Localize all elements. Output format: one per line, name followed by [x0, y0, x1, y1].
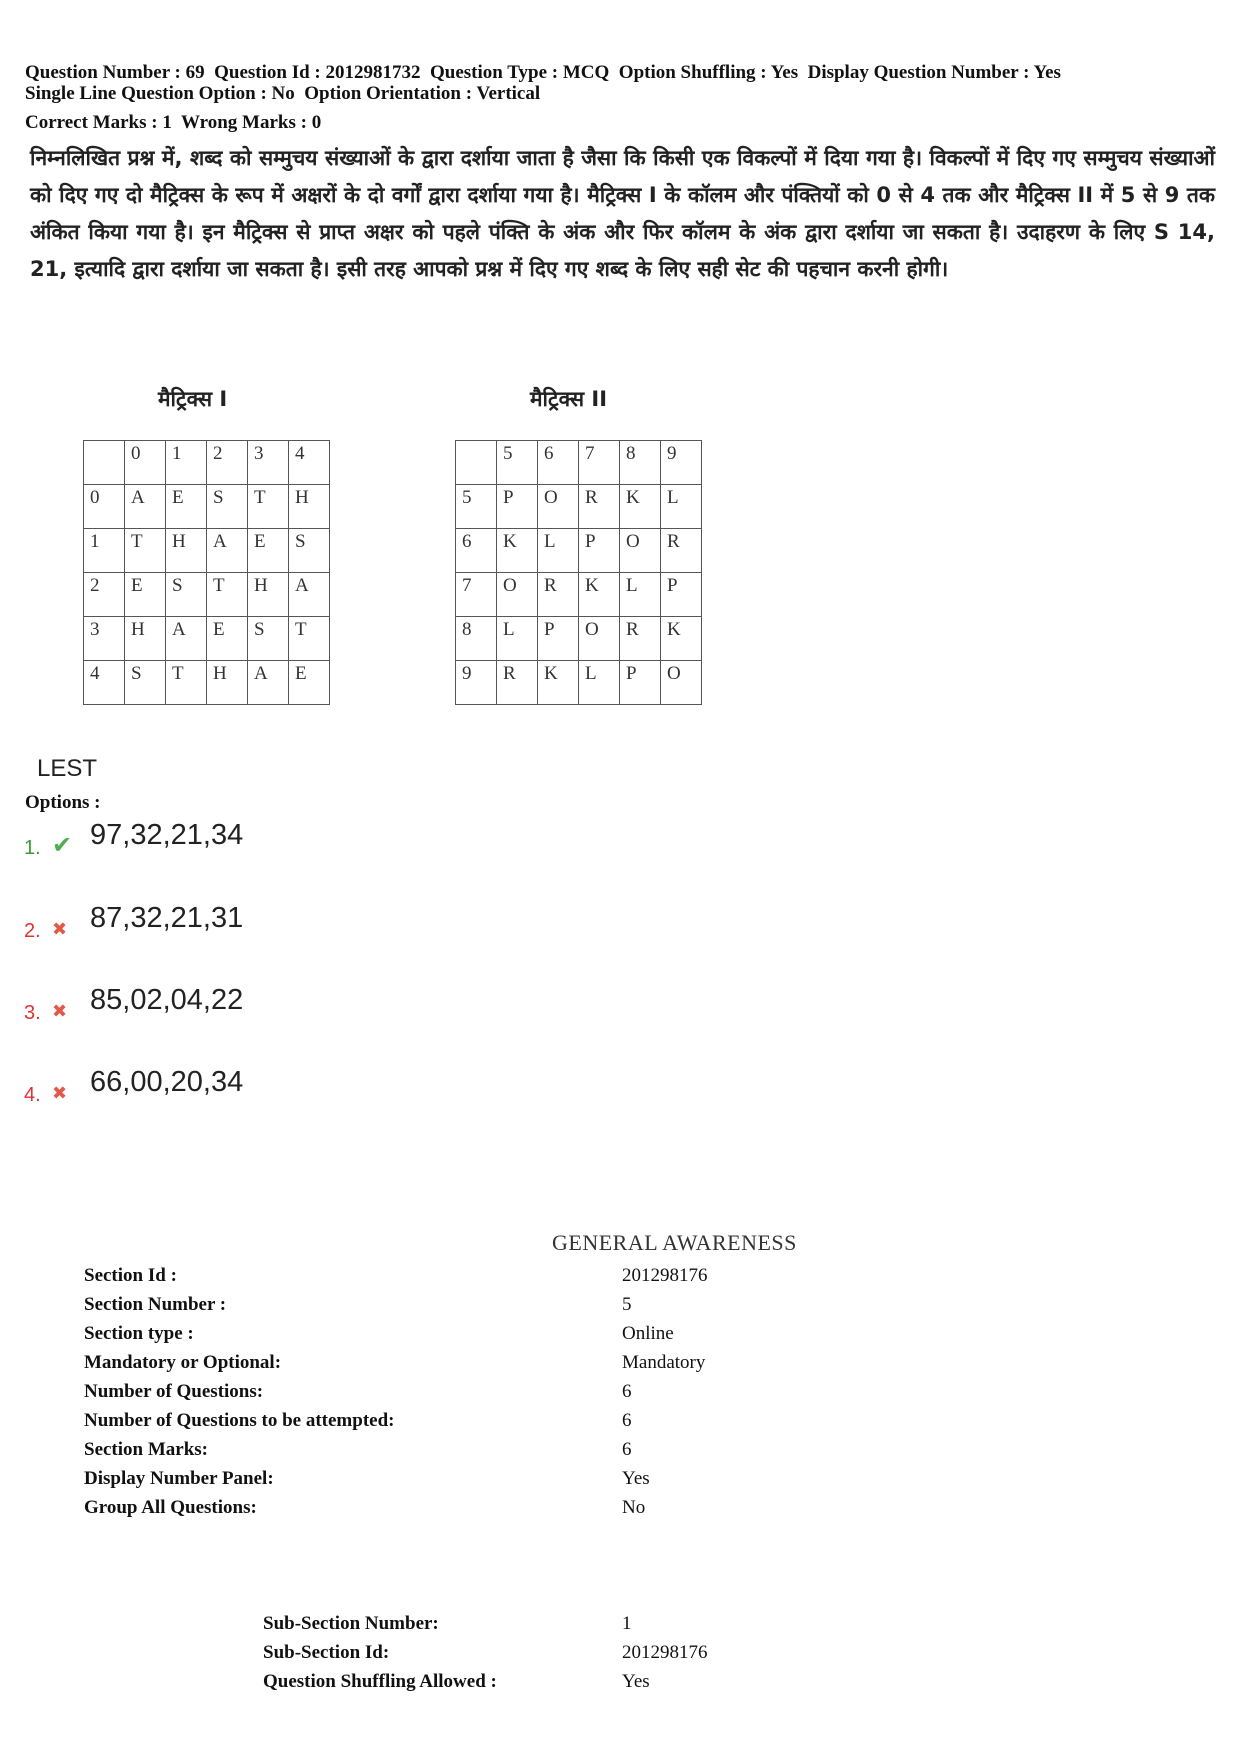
section-row-key: Section Marks:: [84, 1439, 209, 1460]
option-text: 85,02,04,22: [90, 984, 244, 1016]
matrix-index-cell: 6: [456, 529, 497, 573]
subsection-row-value: 1: [622, 1613, 632, 1634]
matrix-letter-cell: H: [248, 573, 289, 617]
matrix-row: [456, 485, 702, 529]
section-row-value: 6: [622, 1410, 632, 1431]
matrix-row: [456, 441, 702, 485]
matrix-index-cell: 8: [620, 441, 661, 485]
section-row-value: Online: [622, 1323, 674, 1344]
matrix-index-cell: 3: [248, 441, 289, 485]
matrix-index-cell: [456, 441, 497, 485]
question-meta-line-2: Single Line Question Option : No Option Orientation : Vertical: [25, 83, 541, 104]
matrix-letter-cell: K: [661, 617, 702, 661]
matrix-letter-cell: T: [166, 661, 207, 705]
matrix-index-cell: 5: [456, 485, 497, 529]
matrix-letter-cell: T: [207, 573, 248, 617]
cross-icon: ✖: [52, 1001, 68, 1022]
question-word: LEST: [37, 755, 98, 782]
option-text: 97,32,21,34: [90, 819, 244, 851]
matrix-row: [84, 617, 330, 661]
matrix-letter-cell: S: [207, 485, 248, 529]
matrix-index-cell: 9: [661, 441, 702, 485]
section-row-key: Number of Questions to be attempted:: [84, 1410, 395, 1431]
matrix-letter-cell: P: [579, 529, 620, 573]
question-marks-line: Correct Marks : 1 Wrong Marks : 0: [25, 112, 322, 133]
matrix-letter-cell: E: [125, 573, 166, 617]
matrix-1-table: [83, 440, 330, 705]
matrix-letter-cell: K: [538, 661, 579, 705]
section-row-value: 201298176: [622, 1265, 708, 1286]
matrix-row: [456, 661, 702, 705]
options-label: Options :: [25, 792, 101, 813]
matrix-index-cell: [84, 441, 125, 485]
matrix-letter-cell: A: [166, 617, 207, 661]
matrix-letter-cell: T: [289, 617, 330, 661]
matrix-letter-cell: T: [248, 485, 289, 529]
matrix-row: [84, 485, 330, 529]
matrix-letter-cell: L: [661, 485, 702, 529]
matrix-index-cell: 2: [207, 441, 248, 485]
matrix-letter-cell: O: [538, 485, 579, 529]
matrix-index-cell: 2: [84, 573, 125, 617]
subsection-row-value: 201298176: [622, 1642, 708, 1663]
matrix-letter-cell: O: [620, 529, 661, 573]
matrix-index-cell: 9: [456, 661, 497, 705]
matrix-row: [456, 573, 702, 617]
matrix-letter-cell: H: [166, 529, 207, 573]
matrix-row: [84, 661, 330, 705]
matrix-letter-cell: R: [579, 485, 620, 529]
matrix-letter-cell: S: [166, 573, 207, 617]
matrix-letter-cell: O: [497, 573, 538, 617]
matrix-letter-cell: S: [125, 661, 166, 705]
matrix-row: [456, 617, 702, 661]
option-number: 4.: [24, 1084, 41, 1106]
matrix-index-cell: 4: [84, 661, 125, 705]
matrix-index-cell: 7: [579, 441, 620, 485]
matrix-index-cell: 7: [456, 573, 497, 617]
cross-icon: ✖: [52, 1083, 68, 1104]
matrix-letter-cell: K: [579, 573, 620, 617]
matrix-letter-cell: E: [166, 485, 207, 529]
section-row-key: Mandatory or Optional:: [84, 1352, 282, 1373]
matrix-letter-cell: H: [289, 485, 330, 529]
option-number: 2.: [24, 920, 41, 942]
section-row-value: Yes: [622, 1468, 650, 1489]
option-number: 3.: [24, 1002, 41, 1024]
subsection-row-key: Question Shuffling Allowed :: [263, 1671, 497, 1692]
cross-icon: ✖: [52, 919, 68, 940]
option-text: 87,32,21,31: [90, 902, 244, 934]
matrix-letter-cell: E: [289, 661, 330, 705]
matrix-letter-cell: L: [497, 617, 538, 661]
matrix-letter-cell: H: [125, 617, 166, 661]
matrix-row: [84, 441, 330, 485]
section-row-value: 6: [622, 1381, 632, 1402]
matrix-letter-cell: P: [661, 573, 702, 617]
subsection-row-key: Sub-Section Id:: [263, 1642, 390, 1663]
matrix-index-cell: 6: [538, 441, 579, 485]
section-row-key: Number of Questions:: [84, 1381, 264, 1402]
option-number: 1.: [24, 837, 41, 859]
matrix-letter-cell: K: [620, 485, 661, 529]
matrix-2-label: मैट्रिक्स II: [530, 387, 608, 411]
matrix-letter-cell: R: [620, 617, 661, 661]
option-text: 66,00,20,34: [90, 1066, 244, 1098]
subsection-row-key: Sub-Section Number:: [263, 1613, 439, 1634]
matrix-2-table: [455, 440, 702, 705]
matrix-letter-cell: R: [538, 573, 579, 617]
matrix-index-cell: 0: [125, 441, 166, 485]
matrix-letter-cell: A: [207, 529, 248, 573]
matrix-letter-cell: E: [207, 617, 248, 661]
subsection-row-value: Yes: [622, 1671, 650, 1692]
matrix-letter-cell: L: [620, 573, 661, 617]
section-row-key: Group All Questions:: [84, 1497, 257, 1518]
check-icon: ✔: [52, 831, 73, 859]
matrix-index-cell: 4: [289, 441, 330, 485]
matrix-index-cell: 1: [84, 529, 125, 573]
section-row-key: Section Id :: [84, 1265, 177, 1286]
section-row-value: No: [622, 1497, 646, 1518]
question-text: निम्नलिखित प्रश्न में, शब्द को सम्मुचय संख्याओं के द्वारा दर्शाया जाता है जैसा कि किसी एक विकल्पों में दिया गया है। विकल्पों में दिए गए सम्मुचय संख्याओं को दिए गए दो मैट्रिक्स के रूप में अक्षरों के दो वर्गों द्वारा दर्शाया गया है। मैट्रिक्स I के कॉलम और पंक्तियों को 0 से 4 तक और मैट्रिक्स II में 5 से 9 तक अंकित किया गया है। इन मैट्रिक्स से प्राप्त अक्षर को पहले पंक्ति के अंक और फिर कॉलम के अंक द्वारा दर्शाया जा सकता है। उदाहरण के लिए S 14, 21, इत्यादि द्वारा दर्शाया जा सकता है। इसी तरह आपको प्रश्न में दिए गए शब्द के लिए सही सेट की पहचान करनी होगी।: [30, 146, 1215, 281]
matrix-row: [456, 529, 702, 573]
matrix-row: [84, 573, 330, 617]
matrix-letter-cell: L: [538, 529, 579, 573]
matrix-letter-cell: O: [661, 661, 702, 705]
matrix-letter-cell: T: [125, 529, 166, 573]
section-row-key: Section Number :: [84, 1294, 227, 1315]
matrix-letter-cell: L: [579, 661, 620, 705]
matrix-letter-cell: S: [289, 529, 330, 573]
section-row-value: 6: [622, 1439, 632, 1460]
matrix-index-cell: 8: [456, 617, 497, 661]
matrix-letter-cell: P: [538, 617, 579, 661]
question-meta-line-1: Question Number : 69 Question Id : 2012981732 Question Type : MCQ Option Shuffling : Yes Display Question Number : Yes: [25, 62, 1061, 83]
matrix-index-cell: 0: [84, 485, 125, 529]
matrix-index-cell: 1: [166, 441, 207, 485]
matrix-letter-cell: A: [125, 485, 166, 529]
matrix-letter-cell: S: [248, 617, 289, 661]
section-row-key: Display Number Panel:: [84, 1468, 274, 1489]
matrix-letter-cell: P: [620, 661, 661, 705]
matrix-letter-cell: A: [289, 573, 330, 617]
section-row-value: Mandatory: [622, 1352, 706, 1373]
matrix-letter-cell: O: [579, 617, 620, 661]
matrix-index-cell: 5: [497, 441, 538, 485]
matrix-1-label: मैट्रिक्स I: [158, 387, 228, 411]
matrix-letter-cell: E: [248, 529, 289, 573]
matrix-letter-cell: R: [661, 529, 702, 573]
section-row-key: Section type :: [84, 1323, 194, 1344]
matrix-letter-cell: H: [207, 661, 248, 705]
matrix-letter-cell: K: [497, 529, 538, 573]
section-row-value: 5: [622, 1294, 632, 1315]
matrix-letter-cell: A: [248, 661, 289, 705]
section-title: GENERAL AWARENESS: [552, 1230, 797, 1255]
matrix-letter-cell: R: [497, 661, 538, 705]
matrix-index-cell: 3: [84, 617, 125, 661]
matrix-letter-cell: P: [497, 485, 538, 529]
matrix-row: [84, 529, 330, 573]
